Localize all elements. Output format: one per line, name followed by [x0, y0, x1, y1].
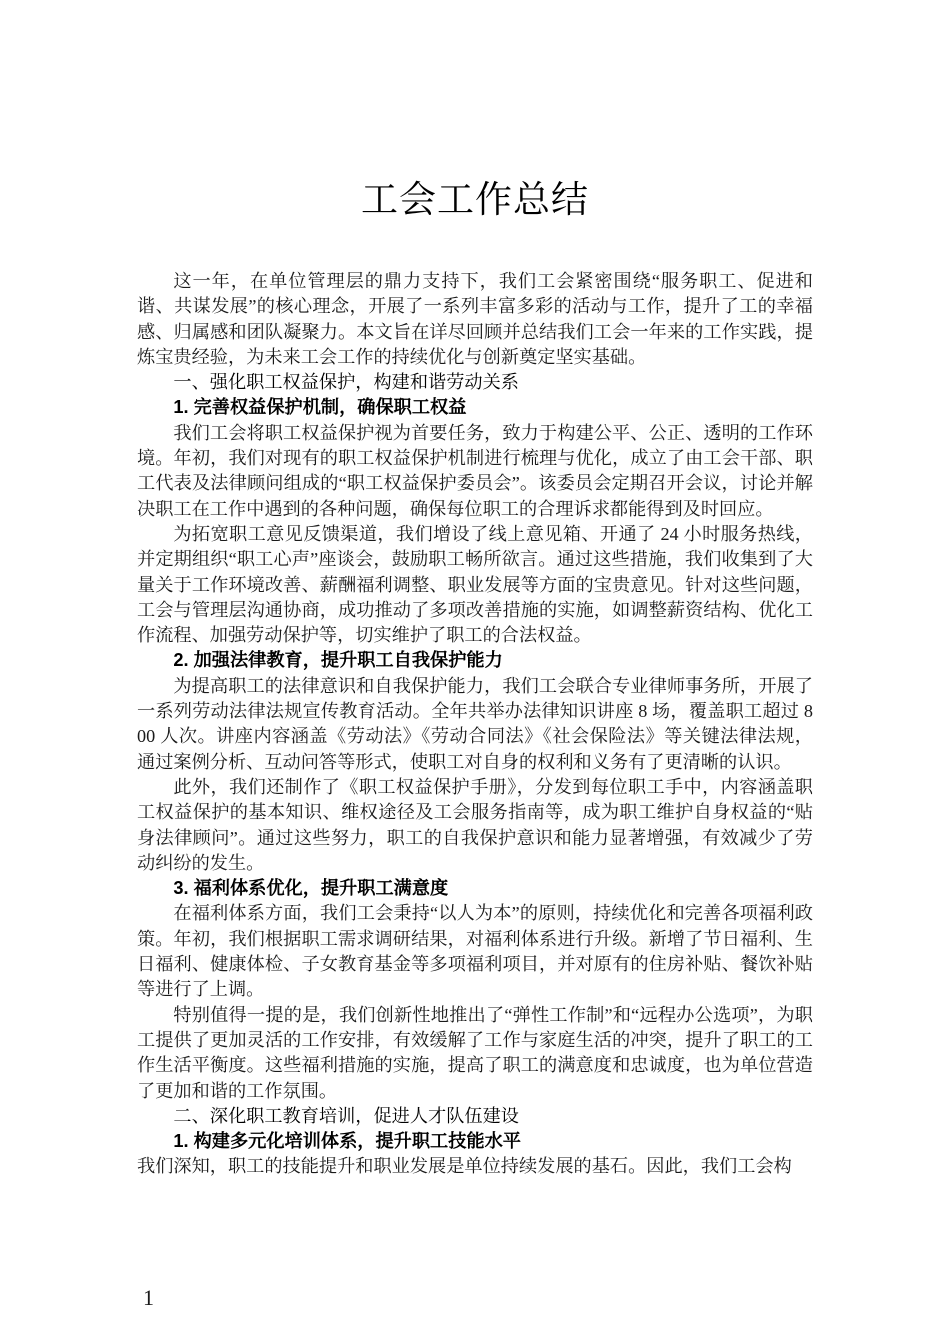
body-paragraph: 为提高职工的法律意识和自我保护能力，我们工会联合专业律师事务所，开展了一系列劳动法律法规宣传教育活动。全年共举办法律知识讲座 8 场，覆盖职工超过 800 人次。讲座内容涵盖《劳动法》《劳动合同法》《社会保险法》等关键法律法规，通过案例分析、互动问答等形式，使职工对自身的权利和义务有了更清晰的认识。 [137, 675, 813, 772]
body-paragraph: 特别值得一提的是，我们创新性地推出了“弹性工作制”和“远程办公选项”，为职工提供了更加灵活的工作安排，有效缓解了工作与家庭生活的冲突，提升了职工的工作生活平衡度。这些福利措施的实施，提高了职工的满意度和忠诚度，也为单位营造了更加和谐的工作氛围。 [137, 1004, 813, 1101]
page-number: 1 [143, 1285, 154, 1310]
subsection-heading: 1. 完善权益保护机制，确保职工权益 [173, 397, 467, 418]
page-title: 工会工作总结 [361, 179, 589, 220]
section-heading: 一、强化职工权益保护，构建和谐劳动关系 [173, 372, 519, 393]
body-paragraph: 这一年，在单位管理层的鼎力支持下，我们工会紧密围绕“服务职工、促进和谐、共谋发展”的核心理念，开展了一系列丰富多彩的活动与工作，提升了工的幸福感、归属感和团队凝聚力。本文旨在详尽回顾并总结我们工会一年来的工作实践，提炼宝贵经验，为未来工会工作的持续优化与创新奠定坚实基础。 [137, 271, 813, 367]
body-paragraph: 此外，我们还制作了《职工权益保护手册》，分发到每位职工手中，内容涵盖职工权益保护的基本知识、维权途径及工会服务指南等，成为职工维护自身权益的“贴身法律顾问”。通过这些努力，职工的自我保护意识和能力显著增强，有效减少了劳动纠纷的发生。 [137, 776, 813, 873]
section-heading: 二、深化职工教育培训，促进人才队伍建设 [173, 1105, 519, 1126]
subsection-heading: 2. 加强法律教育，提升职工自我保护能力 [173, 650, 503, 671]
body-paragraph: 在福利体系方面，我们工会秉持“以人为本”的原则，持续优化和完善各项福利政策。年初，我们根据职工需求调研结果，对福利体系进行升级。新增了节日福利、生日福利、健康体检、子女教育基金等多项福利项目，并对原有的住房补贴、餐饮补贴等进行了上调。 [137, 903, 813, 1000]
body-paragraph: 我们深知，职工的技能提升和职业发展是单位持续发展的基石。因此，我们工会构 [137, 1156, 792, 1177]
document-body [137, 175, 813, 1180]
subsection-heading: 3. 福利体系优化，提升职工满意度 [173, 878, 449, 899]
document-blocks [137, 269, 813, 1180]
body-paragraph: 为拓宽职工意见反馈渠道，我们增设了线上意见箱、开通了 24 小时服务热线，并定期组织“职工心声”座谈会，鼓励职工畅所欲言。通过这些措施，我们收集到了大量关于工作环境改善、薪酬福利调整、职业发展等方面的宝贵意见。针对这些问题，工会与管理层沟通协商，成功推动了多项改善措施的实施，如调整薪资结构、优化工作流程、加强劳动保护等，切实维护了职工的合法权益。 [137, 523, 813, 646]
subsection-heading: 1. 构建多元化培训体系，提升职工技能水平 [173, 1131, 521, 1152]
body-paragraph: 我们工会将职工权益保护视为首要任务，致力于构建公平、公正、透明的工作环境。年初，我们对现有的职工权益保护机制进行梳理与优化，成立了由工会干部、职工代表及法律顾问组成的“职工权益保护委员会”。该委员会定期召开会议，讨论并解决职工在工作中遇到的各种问题，确保每位职工的合理诉求都能得到及时回应。 [137, 422, 813, 519]
